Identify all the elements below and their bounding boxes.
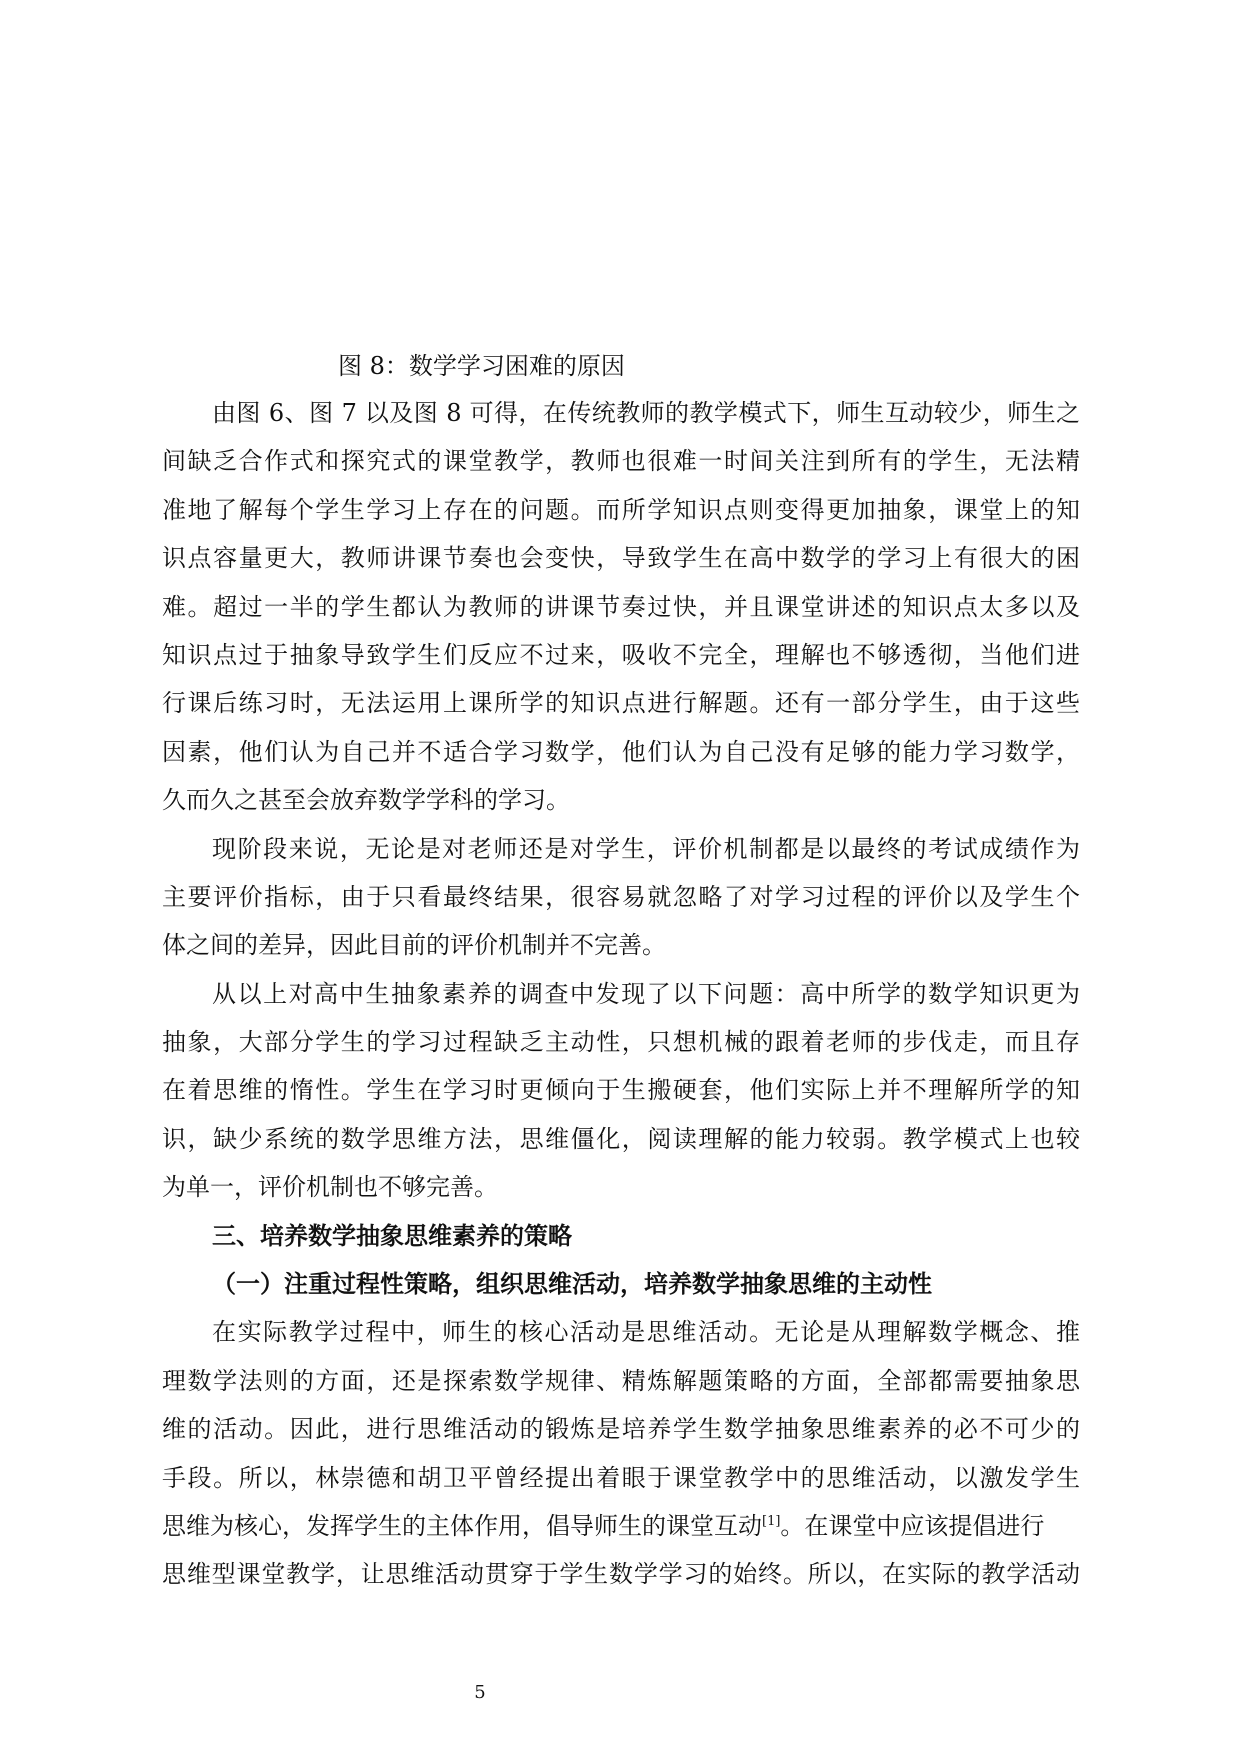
body-text xyxy=(162,389,1080,1599)
citation-reference: [1] xyxy=(762,1513,781,1529)
paragraph-1-line-7: 行课后练习时，无法运用上课所学的知识点进行解题。还有一部分学生，由于这些 xyxy=(162,689,1080,718)
subsection-heading: （一）注重过程性策略，组织思维活动，培养数学抽象思维的主动性 xyxy=(212,1269,932,1299)
paragraph-1-line-4: 识点容量更大，教师讲课节奏也会变快，导致学生在高中数学的学习上有很大的困 xyxy=(162,544,1080,573)
cite-line-before: 思维为核心，发挥学生的主体作用，倡导师生的课堂互动 xyxy=(162,1511,762,1540)
paragraph-1-line-2: 间缺乏合作式和探究式的课堂教学，教师也很难一时间关注到所有的学生，无法精 xyxy=(162,447,1080,476)
paragraph-1-line-6: 知识点过于抽象导致学生们反应不过来，吸收不完全，理解也不够透彻，当他们进 xyxy=(162,640,1080,669)
paragraph-3-line-2: 抽象，大部分学生的学习过程缺乏主动性，只想机械的跟着老师的步伐走，而且存 xyxy=(162,1028,1080,1057)
figure-caption: 图 8：数学学习困难的原因 xyxy=(338,352,625,380)
paragraph-3-line-5: 为单一，评价机制也不够完善。 xyxy=(162,1173,498,1202)
paragraph-1-line-9: 久而久之甚至会放弃数学学科的学习。 xyxy=(162,786,570,815)
paragraph-4-line-4: 手段。所以，林崇德和胡卫平曾经提出着眼于课堂教学中的思维活动，以激发学生 xyxy=(162,1463,1080,1492)
paragraph-2-line-3: 体之间的差异，因此目前的评价机制并不完善。 xyxy=(162,931,666,960)
cite-line-after: 。在课堂中应该提倡进行 xyxy=(780,1511,1045,1540)
paragraph-1-line-3: 准地了解每个学生学习上存在的问题。而所学知识点则变得更加抽象，课堂上的知 xyxy=(162,495,1080,524)
paragraph-4-line-5 xyxy=(162,1502,1080,1550)
page-number: 5 xyxy=(474,1682,486,1703)
paragraph-4-line-2: 理数学法则的方面，还是探索数学规律、精炼解题策略的方面，全部都需要抽象思 xyxy=(162,1366,1080,1395)
paragraph-4-line-6: 思维型课堂教学，让思维活动贯穿于学生数学学习的始终。所以，在实际的教学活动 xyxy=(162,1560,1080,1589)
paragraph-1-line-5: 难。超过一半的学生都认为教师的讲课节奏过快，并且课堂讲述的知识点太多以及 xyxy=(162,592,1080,621)
paragraph-3-line-4: 识，缺少系统的数学思维方法，思维僵化，阅读理解的能力较弱。教学模式上也较 xyxy=(162,1124,1080,1153)
paragraph-3-line-1: 从以上对高中生抽象素养的调查中发现了以下问题：高中所学的数学知识更为 xyxy=(212,979,1080,1008)
paragraph-4-line-3: 维的活动。因此，进行思维活动的锻炼是培养学生数学抽象思维素养的必不可少的 xyxy=(162,1415,1080,1444)
paragraph-2-line-2: 主要评价指标，由于只看最终结果，很容易就忽略了对学习过程的评价以及学生个 xyxy=(162,882,1080,911)
paragraph-4-line-1: 在实际教学过程中，师生的核心活动是思维活动。无论是从理解数学概念、推 xyxy=(212,1318,1080,1347)
paragraph-3-line-3: 在着思维的惰性。学生在学习时更倾向于生搬硬套，他们实际上并不理解所学的知 xyxy=(162,1076,1080,1105)
paragraph-1-line-1: 由图 6、图 7 以及图 8 可得，在传统教师的教学模式下，师生互动较少，师生之 xyxy=(212,399,1080,427)
section-heading: 三、培养数学抽象思维素养的策略 xyxy=(212,1220,572,1250)
paragraph-2-line-1: 现阶段来说，无论是对老师还是对学生，评价机制都是以最终的考试成绩作为 xyxy=(212,834,1080,863)
paragraph-1-line-8: 因素，他们认为自己并不适合学习数学，他们认为自己没有足够的能力学习数学， xyxy=(162,737,1080,766)
